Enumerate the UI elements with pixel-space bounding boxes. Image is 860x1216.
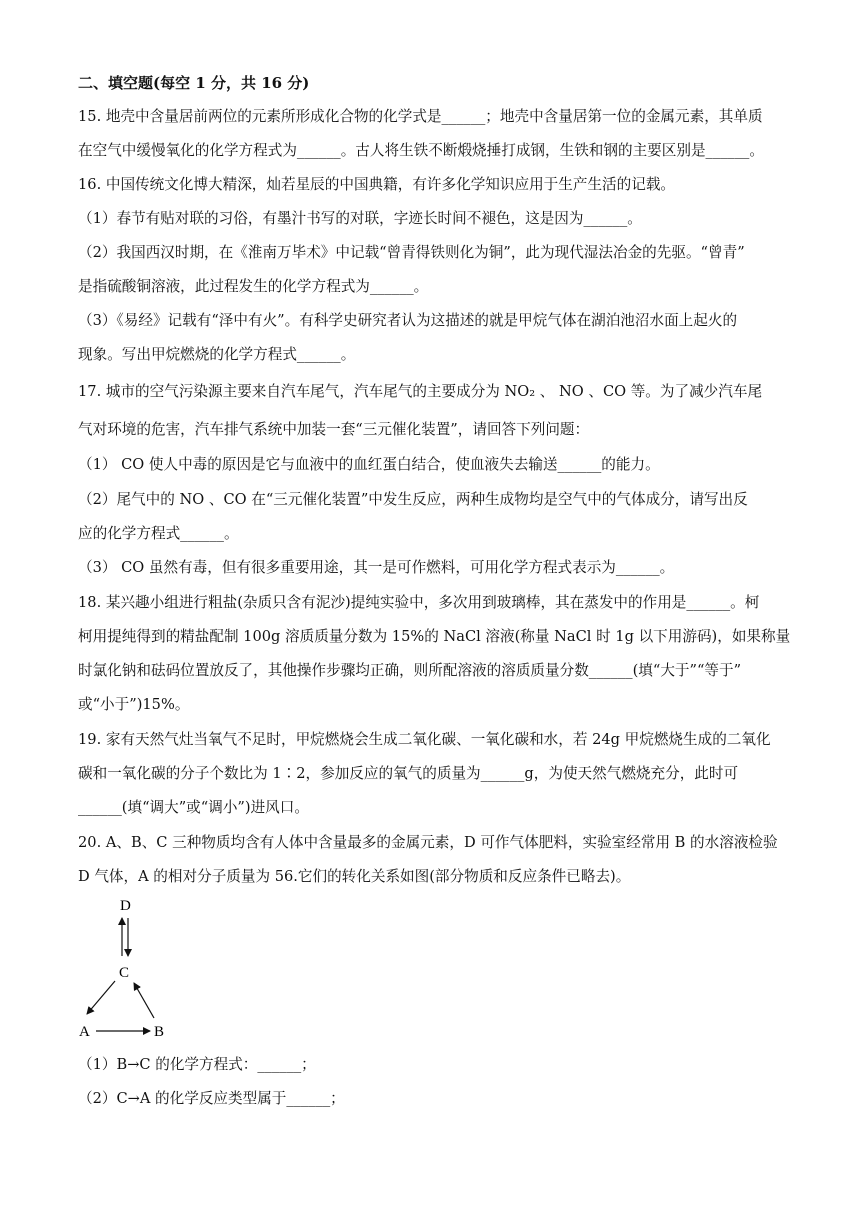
q16-part2-line-2: 是指硫酸铜溶液，此过程发生的化学方程式为______。 [78, 278, 429, 295]
arrow-c-to-a [87, 981, 115, 1014]
q15-line-1: 15. 地壳中含量居前两位的元素所形成化合物的化学式是______；地壳中含量居第一位的金属元素，其单质 [78, 108, 763, 125]
q16-part3-line-1: （3）《易经》记载有“泽中有火”。有科学史研究者认为这描述的就是甲烷气体在湖泊池沼水面上起火的 [78, 312, 738, 329]
section-title: 二、填空题(每空 1 分，共 16 分) [78, 74, 310, 92]
q18-line-4: 或“小于”)15%。 [78, 696, 190, 713]
q15-line-2: 在空气中缓慢氧化的化学方程式为______。古人将生铁不断煅烧捶打成钢，生铁和钢的主要区别是______。 [78, 142, 764, 159]
q16-part3-line-2: 现象。写出甲烷燃烧的化学方程式______。 [78, 346, 356, 363]
q19-line-2: 碳和一氧化碳的分子个数比为 1∶2，参加反应的氧气的质量为______g，为使天然气燃烧充分，此时可 [78, 765, 739, 782]
q20-line-1: 20. A、B、C 三种物质均含有人体中含量最多的金属元素，D 可作气体肥料，实验室经常用 B 的水溶液检验 [78, 834, 778, 851]
q17-part1: （1） CO 使人中毒的原因是它与血液中的血红蛋白结合，使血液失去输送______的能力。 [78, 456, 660, 473]
q16-part2-line-1: （2）我国西汉时期，在《淮南万毕术》中记载“曾青得铁则化为铜”，此为现代湿法冶金的先驱。“曾青” [78, 244, 745, 261]
node-c-label: C [119, 965, 130, 981]
arrow-b-to-c [134, 983, 154, 1018]
q17-part2-line-1: （2）尾气中的 NO 、CO 在“三元催化装置”中发生反应，两种生成物均是空气中的气体成分，请写出反 [78, 491, 748, 508]
q16-stem: 16. 中国传统文化博大精深，灿若星辰的中国典籍，有许多化学知识应用于生产生活的记载。 [78, 176, 676, 193]
q17-part3: （3） CO 虽然有毒，但有很多重要用途，其一是可作燃料，可用化学方程式表示为______。 [78, 559, 675, 576]
q17-part2-line-2: 应的化学方程式______。 [78, 525, 239, 542]
q17-line-2: 气对环境的危害，汽车排气系统中加装一套“三元催化装置”，请回答下列问题： [78, 421, 590, 438]
q18-line-1: 18. 某兴趣小组进行粗盐(杂质只含有泥沙)提纯实验中，多次用到玻璃棒，其在蒸发中的作用是______。柯 [78, 594, 760, 611]
conversion-diagram [70, 890, 190, 1050]
q20-line-2: D 气体，A 的相对分子质量为 56.它们的转化关系如图(部分物质和反应条件已略去)。 [78, 868, 631, 885]
q18-line-2: 柯用提纯得到的精盐配制 100g 溶质质量分数为 15%的 NaCl 溶液(称量 NaCl 时 1g 以下用游码)，如果称量 [78, 628, 791, 645]
q18-line-3: 时氯化钠和砝码位置放反了，其他操作步骤均正确，则所配溶液的溶质质量分数______(填“大于”“等于” [78, 662, 742, 679]
q16-part1: （1）春节有贴对联的习俗，有墨汁书写的对联，字迹长时间不褪色，这是因为______。 [78, 210, 642, 227]
q19-line-1: 19. 家有天然气灶当氧气不足时，甲烷燃烧会生成二氧化碳、一氧化碳和水，若 24g 甲烷燃烧生成的二氧化 [78, 731, 771, 748]
q19-line-3: ______(填“调大”或“调小”)进风口。 [78, 799, 309, 816]
node-b-label: B [154, 1024, 165, 1040]
node-d-label: D [120, 898, 131, 914]
node-a-label: A [79, 1024, 90, 1040]
q20-part2: （2）C→A 的化学反应类型属于______； [78, 1090, 345, 1107]
q17-line-1: 17. 城市的空气污染源主要来自汽车尾气，汽车尾气的主要成分为 NO₂ 、 NO 、CO 等。为了减少汽车尾 [78, 383, 763, 400]
q20-part1: （1）B→C 的化学方程式：______； [78, 1056, 316, 1073]
